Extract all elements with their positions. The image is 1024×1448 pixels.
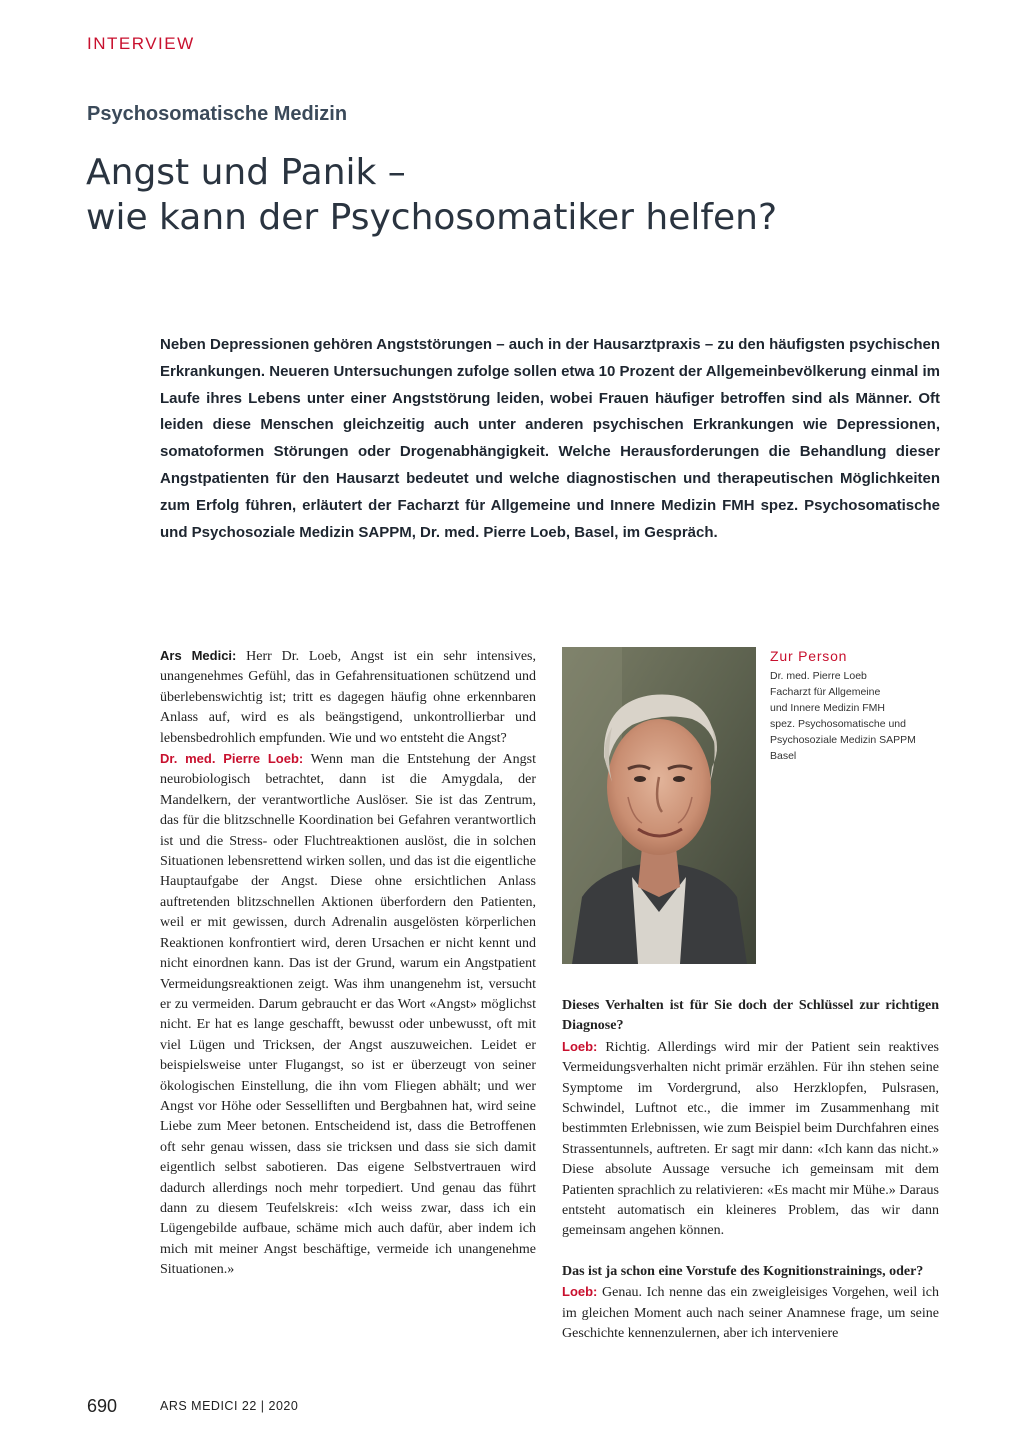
- answer-speaker: Dr. med. Pierre Loeb:: [160, 751, 304, 767]
- page-number: 690: [87, 1396, 118, 1416]
- answer-1: [160, 749, 536, 1281]
- answer-text: Wenn man die Entstehung der Angst neurobiologisch betrachtet, dann ist die Amygdala, der Mandelkern, der verantwortliche Auslöser. Sie ist das Zentrum, das für die blitzschnelle Koordination bei Gefahren verantwortlich ist und die Stress- oder Fluchtreaktionen auslöst, die in solchen Situationen lebensrettend wirken sollen, und das ist die eigentliche Hauptaufgabe der Angst. Diese ohne ersichtlichen Anlass auftretenden blitzschnellen Aktionen überfordern den Patienten, weil er mit gewissen, durch Adrenalin ausgelösten körperlichen Reaktionen konfrontiert wird, deren Ursachen er nicht kennt und nicht einordnen kann. Das ist der Grund, warum ein Angstpatient Vermeidungsreaktionen zeigt. Was ihm unangenehm ist, versucht er zu vermeiden. Darum gebraucht er das Wort «Angst» möglichst nicht. Er hat es lange geschafft, bewusst oder unbewusst, oft mit viel Lügen und Tricksen, der Angst auszuweichen. Leidet er beispielsweise unter Flugangst, so ist er überzeugt von seiner ökologischen Einstellung, die ihn vom Fliegen abhält; und wer Angst vor Höhe oder Sesselliften und Bergbahnen hat, wird seine Liebe zum Meer betonen. Entscheidend ist, dass die Betroffenen oft sehr genau wissen, dass sie tricksen und dass sie sich damit eigentlich selbst sabotieren. Das eigene Selbstvertrauen wird dadurch allerdings noch mehr torpediert. Und genau das führt dann zu diesem Teufelskreis: «Ich weiss zwar, dass ich ein Lügengebilde aufbaue, schäme mich auch dafür, aber indem ich mich mit meiner Angst beschäftige, vermeide ich unangenehme Situationen.»: [160, 752, 537, 1278]
- answer-2: [562, 1037, 939, 1242]
- interview-column-right: [562, 996, 939, 1345]
- bio-line: Facharzt für Allgemeine: [770, 686, 881, 698]
- article-headline: [86, 150, 986, 240]
- sidebar-title: Zur Person: [770, 648, 848, 664]
- bio-line: Psychosoziale Medizin SAPPM: [770, 734, 916, 746]
- bio-line: Basel: [770, 750, 797, 762]
- answer-speaker: Loeb:: [562, 1284, 598, 1300]
- question-2: Dieses Verhalten ist für Sie doch der Schlüssel zur richtigen Diagnose?: [562, 998, 939, 1034]
- question-1: [160, 646, 536, 749]
- answer-text: Richtig. Allerdings wird mir der Patient sein reaktives Vermeidungsverhalten nicht primär erzählen. Für ihn stehen seine Symptome im Vordergrund, also Herzklopfen, Pulsrasen, Schwindel, Luftnot etc., die immer im Zusammenhang mit bestimmten Erlebnissen, wie zum Beispiel beim Durchfahren eines Strassentunnels, auftreten. Er sagt mir dann: «Ich kann das nicht.» Diese absolute Aussage versuche ich gemeinsam mit dem Patienten sprachlich zu relativieren: «Es macht mir Mühe.» Daraus entsteht automatisch ein kleineres Problem, das wir dann gemeinsam angehen können.: [562, 1039, 939, 1239]
- question-speaker: Ars Medici:: [160, 648, 237, 663]
- bio-line: und Innere Medizin FMH: [770, 702, 885, 714]
- bio-line: Dr. med. Pierre Loeb: [770, 670, 867, 682]
- portrait-illustration: [562, 647, 756, 964]
- answer-speaker: Loeb:: [562, 1038, 598, 1054]
- question-3: Das ist ja schon eine Vorstufe des Kognitionstrainings, oder?: [562, 1263, 924, 1279]
- lead-paragraph: Neben Depressionen gehören Angststörungen – auch in der Hausarztpraxis – zu den häufigsten psychischen Erkrankungen. Neueren Untersuchungen zufolge sollen etwa 10 Prozent der Allgemeinbevölkerung einmal im Laufe ihres Lebens unter einer Angststörung leiden, wobei Frauen häufiger betroffen sind als Männer. Oft leiden diese Menschen gleichzeitig auch unter anderen psychischen Erkrankungen wie Depressionen, somatoformen Störungen oder Drogenabhängigkeit. Welche Herausforderungen die Behandlung dieser Angstpatienten für den Hausarzt bedeutet und welche diagnostischen und therapeutischen Möglichkeiten zum Erfolg führen, erläutert der Facharzt für Allgemeine und Innere Medizin FMH spez. Psychosomatische und Psychosoziale Medizin SAPPM, Dr. med. Pierre Loeb, Basel, im Gespräch.: [160, 336, 940, 541]
- headline-line-1: Angst und Panik –: [86, 152, 406, 193]
- paragraph-gap: [562, 1242, 939, 1262]
- sidebar-bio: [770, 668, 970, 764]
- question-text: Herr Dr. Loeb, Angst ist ein sehr intensives, unangenehmes Gefühl, das in Gefahrensituationen schützend und überlebenswichtig ist; tritt es dagegen häufig ohne erkennbaren Anlass auf, wird es als beängstigend, unkontrollierbar und lebensbedrohlich empfunden. Wie und wo entsteht die Angst?: [160, 649, 536, 746]
- article-kicker: Psychosomatische Medizin: [87, 103, 348, 125]
- portrait-photo: [562, 647, 756, 964]
- headline-line-2: wie kann der Psychosomatiker helfen?: [86, 197, 778, 238]
- interview-column-left: [160, 646, 536, 1281]
- journal-footer: ARS MEDICI 22 | 2020: [160, 1399, 299, 1413]
- answer-3: [562, 1282, 939, 1344]
- bio-line: spez. Psychosomatische und: [770, 718, 906, 730]
- answer-text: Genau. Ich nenne das ein zweigleisiges Vorgehen, weil ich im gleichen Moment auch nach seiner Anamnese frage, um seine Geschichte kennenzulernen, aber ich interveniere: [562, 1285, 939, 1342]
- section-label: INTERVIEW: [87, 34, 195, 53]
